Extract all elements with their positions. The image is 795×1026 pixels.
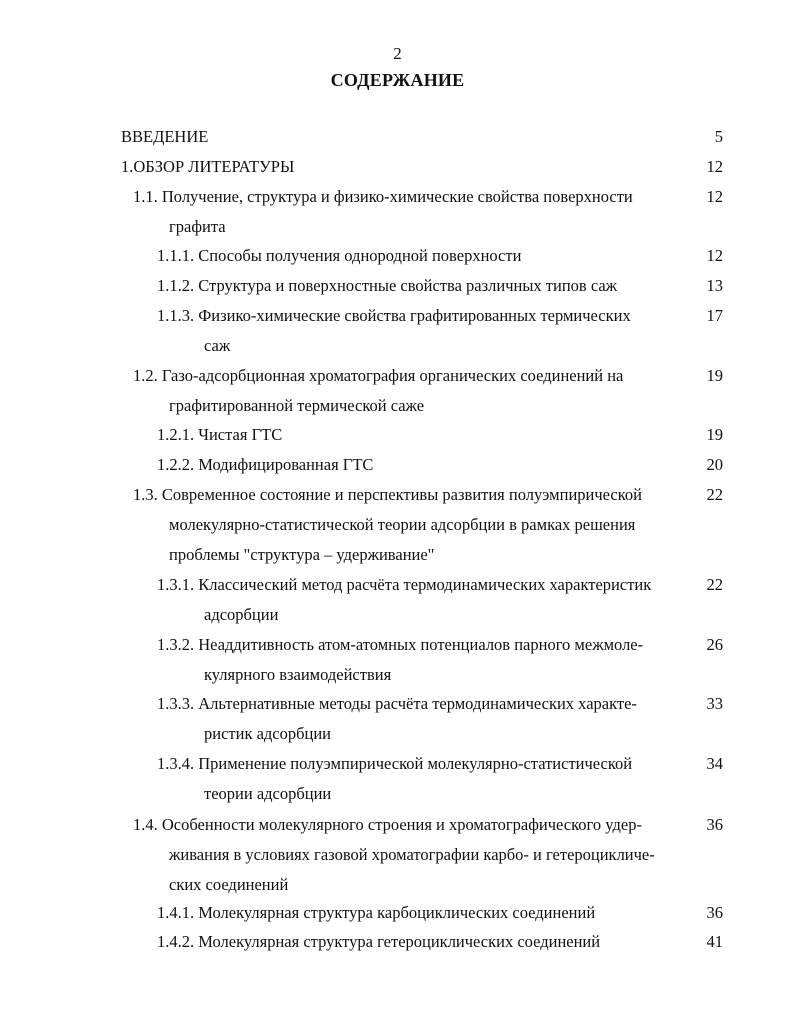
- toc-entry-title: 1.ОБЗОР ЛИТЕРАТУРЫ: [121, 157, 295, 176]
- toc-entry-title: ВВЕДЕНИЕ: [121, 127, 209, 146]
- toc-page-number: 41: [706, 932, 723, 951]
- toc-entry-continuation: кулярного взаимодействия: [204, 665, 392, 684]
- toc-entry-title: 1.2.2. Модифицированная ГТС: [157, 455, 374, 474]
- toc-page-number: 34: [706, 754, 723, 773]
- toc-entry-continuation: молекулярно-статистической теории адсорбции в рамках решения: [169, 515, 636, 534]
- toc-page-number: 36: [706, 815, 723, 834]
- toc-page-number: 20: [706, 455, 723, 474]
- toc-entry-title: 1.3.1. Классический метод расчёта термодинамических характеристик: [157, 575, 652, 594]
- toc-page-number: 13: [706, 276, 723, 295]
- toc-page-number: 17: [706, 306, 723, 325]
- toc-entry-continuation: графита: [169, 217, 226, 236]
- toc-entry-continuation: теории адсорбции: [204, 784, 332, 803]
- toc-entry-title: 1.3.2. Неаддитивность атом-атомных потенциалов парного межмоле-: [157, 635, 644, 654]
- toc-page-number: 5: [714, 127, 723, 146]
- toc-entry-continuation: саж: [204, 336, 231, 355]
- page-number: 2: [393, 44, 402, 63]
- toc-entry-continuation: проблемы "структура – удерживание": [169, 545, 435, 564]
- toc-entry-title: 1.1. Получение, структура и физико-химические свойства поверхности: [133, 187, 633, 206]
- toc-page-number: 26: [706, 635, 723, 654]
- toc-entry-continuation: ристик адсорбции: [204, 724, 332, 743]
- toc-entry-title: 1.1.1. Способы получения однородной поверхности: [157, 246, 522, 265]
- toc-entry-title: 1.4.1. Молекулярная структура карбоциклических соединений: [157, 903, 596, 922]
- toc-entry-title: 1.1.2. Структура и поверхностные свойства различных типов саж: [157, 276, 618, 295]
- toc-page-number: 12: [706, 157, 723, 176]
- toc-entry-title: 1.2. Газо-адсорбционная хроматография органических соединений на: [133, 366, 624, 385]
- toc-page-number: 19: [706, 366, 723, 385]
- toc-entry-title: 1.3. Современное состояние и перспективы развития полуэмпирической: [133, 485, 642, 504]
- toc-page-number: 22: [706, 485, 723, 504]
- toc-page-number: 22: [706, 575, 723, 594]
- toc-entry-title: 1.4. Особенности молекулярного строения и хроматографического удер-: [133, 815, 642, 834]
- toc-page-number: 36: [706, 903, 723, 922]
- toc-page-number: 12: [706, 187, 723, 206]
- toc-entry-title: 1.3.4. Применение полуэмпирической молекулярно-статистической: [157, 754, 633, 773]
- toc-page-number: 12: [706, 246, 723, 265]
- toc-entry-title: 1.4.2. Молекулярная структура гетероциклических соединений: [157, 932, 601, 951]
- toc-page-number: 19: [706, 425, 723, 444]
- toc-entry-title: 1.2.1. Чистая ГТС: [157, 425, 283, 444]
- toc-entry-title: 1.1.3. Физико-химические свойства графитированных термических: [157, 306, 631, 325]
- toc-entry-continuation: ских соединений: [169, 875, 289, 894]
- toc-entry-continuation: адсорбции: [204, 605, 279, 624]
- toc-entry-title: 1.3.3. Альтернативные методы расчёта термодинамических характе-: [157, 694, 637, 713]
- toc-entry-continuation: живания в условиях газовой хроматографии карбо- и гетероцикличе-: [169, 845, 655, 864]
- toc-page-number: 33: [706, 694, 723, 713]
- page-title: СОДЕРЖАНИЕ: [330, 70, 465, 90]
- toc-entry-continuation: графитированной термической саже: [169, 396, 425, 415]
